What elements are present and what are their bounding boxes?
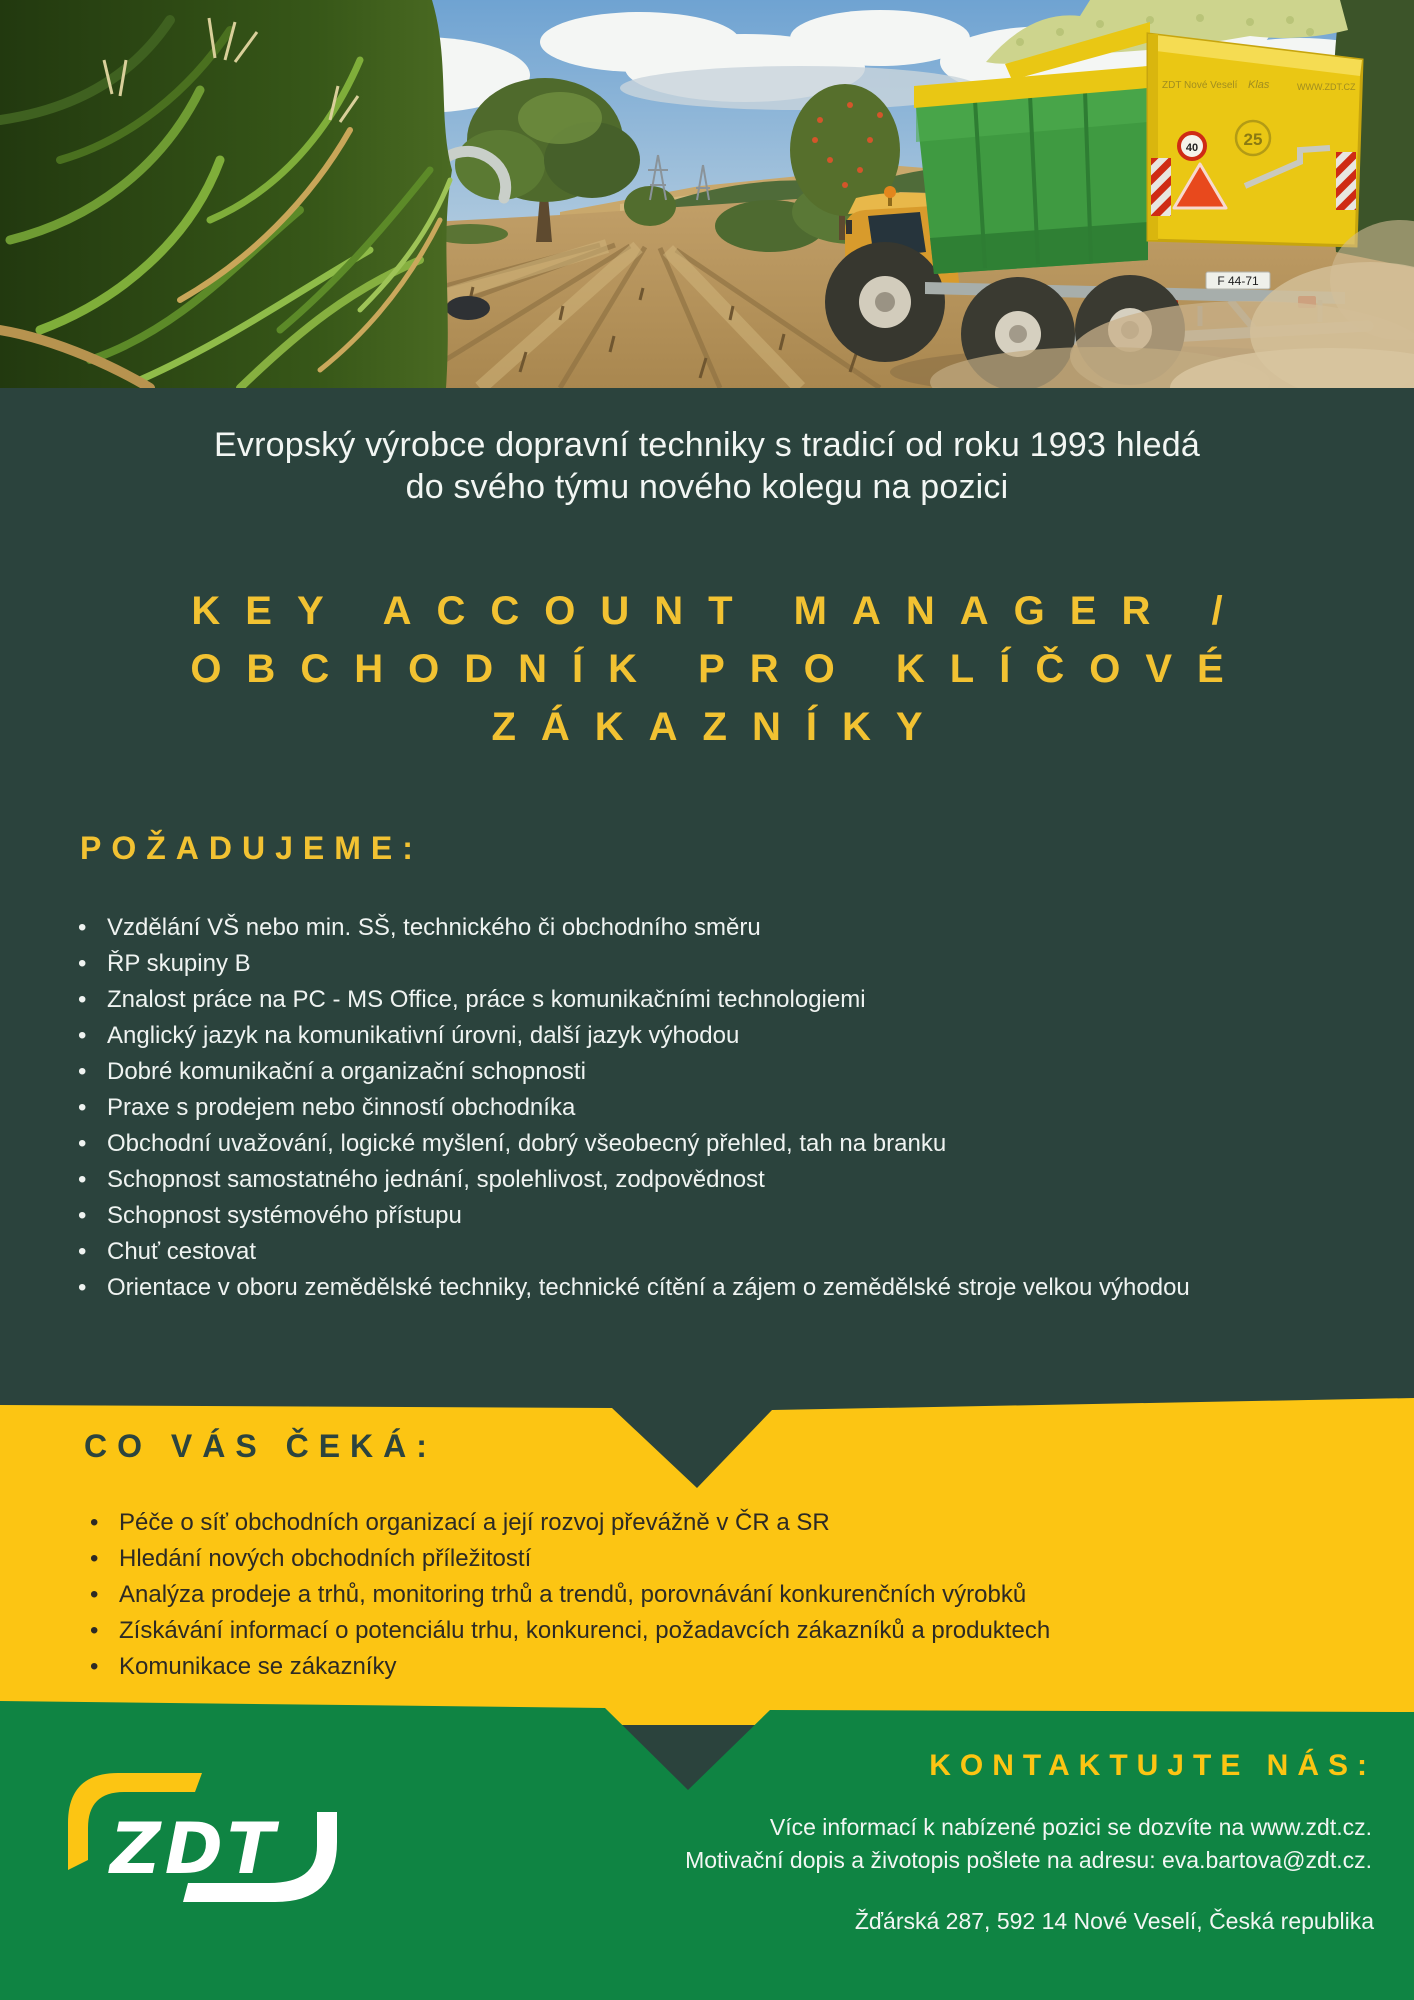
contact-heading: KONTAKTUJTE NÁS:	[929, 1749, 1376, 1782]
license-plate	[1206, 272, 1270, 289]
svg-text:40: 40	[1185, 142, 1199, 154]
list-item: • Anglický jazyk na komunikativní úrovni, další jazyk výhodou	[76, 1018, 1344, 1054]
logo-text: ZDT	[110, 1808, 279, 1890]
reflector-stripe	[1336, 152, 1356, 210]
intro-text	[0, 424, 1414, 508]
beacon-light	[884, 186, 896, 198]
list-item: • Vzdělání VŠ nebo min. SŠ, technického či obchodního směru	[76, 910, 1344, 946]
distant-vehicle	[446, 296, 490, 320]
offer-list	[88, 1505, 1364, 1685]
contact-info	[685, 1811, 1372, 1877]
title-line-2: OBCHODNÍK PRO KLÍČOVÉ	[190, 647, 1249, 691]
list-item: • Hledání nových obchodních příležitostí	[88, 1541, 1364, 1577]
list-item: • Komunikace se zákazníky	[88, 1649, 1364, 1685]
list-item: • Praxe s prodejem nebo činností obchodníka	[76, 1090, 1344, 1126]
trailer-maker-text: ZDT Nové Veselí	[1162, 80, 1238, 91]
trailer-website-text: WWW.ZDT.CZ	[1297, 82, 1356, 92]
reflector-stripe	[1151, 158, 1171, 216]
list-item: • Znalost práce na PC - MS Office, práce s komunikačními technologiemi	[76, 982, 1344, 1018]
intro-line-1: Evropský výrobce dopravní techniky s tradicí od roku 1993 hledá	[214, 426, 1200, 464]
title-line-1: KEY ACCOUNT MANAGER /	[191, 589, 1248, 633]
trailer-brand-text: Klas	[1248, 79, 1270, 91]
list-item: • Dobré komunikační a organizační schopnosti	[76, 1054, 1344, 1090]
offer-heading: CO VÁS ČEKÁ:	[84, 1428, 437, 1464]
title-line-3: ZÁKAZNÍKY	[491, 705, 948, 749]
requirements-list	[76, 910, 1344, 1306]
list-item: • Obchodní uvažování, logické myšlení, dobrý všeobecný přehled, tah na branku	[76, 1126, 1344, 1162]
list-item: • Získávání informací o potenciálu trhu, konkurenci, požadavcích zákazníků a produktech	[88, 1613, 1364, 1649]
list-item: • ŘP skupiny B	[76, 946, 1344, 982]
intro-line-2: do svého týmu nového kolegu na pozici	[405, 468, 1009, 506]
position-title	[0, 582, 1414, 756]
list-item: • Schopnost systémového přístupu	[76, 1198, 1344, 1234]
speed-limit-sign	[1179, 133, 1205, 159]
list-item: • Chuť cestovat	[76, 1234, 1344, 1270]
field-photo	[0, 0, 1414, 388]
requirements-heading: POŽADUJEME:	[80, 830, 423, 866]
svg-text:F 44-71: F 44-71	[1217, 274, 1259, 288]
corn-plants	[0, 0, 452, 388]
zdt-logo	[64, 1766, 344, 1911]
contact-line-website: Více informací k nabízené pozici se dozvíte na www.zdt.cz.	[769, 1814, 1372, 1840]
svg-text:25: 25	[1243, 130, 1263, 149]
list-item: • Orientace v oboru zemědělské techniky, technické cítění a zájem o zemědělské stroje velkou výhodou	[76, 1270, 1344, 1306]
contact-line-email: Motivační dopis a životopis pošlete na adresu: eva.bartova@zdt.cz.	[685, 1847, 1372, 1873]
list-item: • Analýza prodeje a trhů, monitoring trhů a trendů, porovnávání konkurenčních výrobků	[88, 1577, 1364, 1613]
list-item: • Schopnost samostatného jednání, spolehlivost, zodpovědnost	[76, 1162, 1344, 1198]
list-item: • Péče o síť obchodních organizací a její rozvoj převážně v ČR a SR	[88, 1505, 1364, 1541]
company-address: Žďárská 287, 592 14 Nové Veselí, Česká republika	[854, 1908, 1374, 1934]
